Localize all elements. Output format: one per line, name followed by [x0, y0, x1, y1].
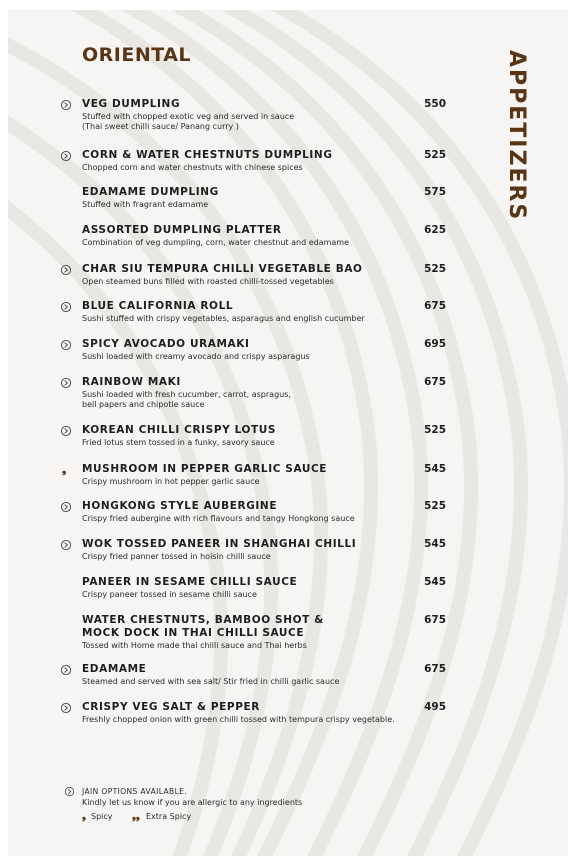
item-description-line1: Sushi loaded with fresh cucumber, carrot, aspragus, — [82, 390, 291, 399]
item-price: 545 — [424, 576, 446, 588]
item-name — [82, 376, 422, 389]
item-description — [82, 677, 422, 687]
item-name — [82, 424, 422, 437]
item-description-line1: Crispy fried aubergine with rich flavours and tangy Hongkong sauce — [82, 514, 355, 523]
spicy-icon: ❟ — [62, 463, 67, 476]
item-description — [82, 112, 422, 132]
menu-list — [8, 10, 568, 856]
item-price: 495 — [424, 701, 446, 713]
jain-icon — [60, 264, 72, 276]
item-description-line2: (Thai sweet chilli sauce/ Panang curry ) — [82, 122, 239, 131]
item-price: 525 — [424, 500, 446, 512]
item-price: 545 — [424, 463, 446, 475]
item-name — [82, 186, 422, 199]
item-price: 675 — [424, 614, 446, 626]
jain-icon — [60, 99, 72, 111]
item-name — [82, 338, 422, 351]
item-name-line1: CHAR SIU TEMPURA CHILLI VEGETABLE BAO — [82, 263, 363, 275]
item-price: 575 — [424, 186, 446, 198]
allergy-note: Kindly let us know if you are allergic to any ingredients — [82, 798, 303, 807]
item-description-line1: Crispy paneer tossed in sesame chilli sauce — [82, 590, 257, 599]
item-description-line1: Open steamed buns filled with roasted chilli-tossed vegetables — [82, 277, 334, 286]
item-price: 675 — [424, 376, 446, 388]
item-name — [82, 98, 422, 111]
item-price: 525 — [424, 263, 446, 275]
item-description — [82, 641, 422, 651]
item-price: 625 — [424, 224, 446, 236]
item-name — [82, 663, 422, 676]
jain-icon — [60, 377, 72, 389]
item-name — [82, 701, 422, 714]
extra-spicy-label: Extra Spicy — [146, 812, 192, 821]
jain-icon — [60, 150, 72, 162]
jain-icon — [60, 664, 72, 676]
item-name — [82, 300, 422, 313]
item-description — [82, 277, 422, 287]
item-description — [82, 163, 422, 173]
item-description-line1: Steamed and served with sea salt/ Stir fried in chilli garlic sauce — [82, 677, 340, 686]
item-name-line1: ASSORTED DUMPLING PLATTER — [82, 224, 282, 236]
item-description-line1: Sushi stuffed with crispy vegetables, asparagus and english cucumber — [82, 314, 365, 323]
jain-icon — [60, 339, 72, 351]
jain-icon — [60, 539, 72, 551]
item-name-line1: VEG DUMPLING — [82, 98, 181, 110]
item-description — [82, 514, 422, 524]
item-name-line1: BLUE CALIFORNIA ROLL — [82, 300, 234, 312]
item-description-line1: Chopped corn and water chestnuts with chinese spices — [82, 163, 303, 172]
item-description-line1: Fried lotus stem tossed in a funky, savory sauce — [82, 438, 275, 447]
item-name-line1: RAINBOW MAKI — [82, 376, 181, 388]
menu-card — [8, 10, 568, 856]
jain-icon — [60, 501, 72, 513]
item-description-line1: Combination of veg dumpling, corn, water chestnut and edamame — [82, 238, 349, 247]
item-name — [82, 500, 422, 513]
item-name — [82, 576, 422, 589]
item-price: 525 — [424, 149, 446, 161]
item-description — [82, 314, 422, 324]
item-name-line1: WOK TOSSED PANEER IN SHANGHAI CHILLI — [82, 538, 357, 550]
item-description — [82, 552, 422, 562]
item-description — [82, 352, 422, 362]
item-description — [82, 390, 422, 410]
section-title: ORIENTAL — [82, 44, 192, 66]
item-name-line1: MUSHROOM IN PEPPER GARLIC SAUCE — [82, 463, 328, 475]
item-price: 525 — [424, 424, 446, 436]
item-description-line1: Tossed with Home made thai chilli sauce and Thai herbs — [82, 641, 307, 650]
item-name-line1: EDAMAME DUMPLING — [82, 186, 219, 198]
item-description-line1: Sushi loaded with creamy avocado and crispy asparagus — [82, 352, 310, 361]
item-description — [82, 238, 422, 248]
spicy-icon: ❟ — [82, 811, 86, 822]
item-description-line1: Crispy fried panner tossed in hoisin chilli sauce — [82, 552, 271, 561]
item-description-line1: Crispy mushroom in hot pepper garlic sauce — [82, 477, 260, 486]
item-name-line2: MOCK DOCK IN THAI CHILLI SAUCE — [82, 627, 305, 639]
item-name — [82, 263, 422, 276]
spicy-label: Spicy — [91, 812, 113, 821]
item-name-line1: KOREAN CHILLI CRISPY LOTUS — [82, 424, 277, 436]
item-description — [82, 590, 422, 600]
item-description-line1: Stuffed with fragrant edamame — [82, 200, 209, 209]
item-name-line1: SPICY AVOCADO URAMAKI — [82, 338, 250, 350]
item-price: 675 — [424, 663, 446, 675]
jain-icon — [60, 702, 72, 714]
item-price: 675 — [424, 300, 446, 312]
item-name-line1: CORN & WATER CHESTNUTS DUMPLING — [82, 149, 333, 161]
item-name-line1: EDAMAME — [82, 663, 147, 675]
item-description — [82, 200, 422, 210]
jain-note: JAIN OPTIONS AVAILABLE. — [82, 787, 188, 796]
item-name-line1: HONGKONG STYLE AUBERGINE — [82, 500, 278, 512]
item-description — [82, 715, 422, 725]
item-price: 695 — [424, 338, 446, 350]
item-description-line1: Stuffed with chopped exotic veg and served in sauce — [82, 112, 295, 121]
item-name — [82, 224, 422, 237]
jain-icon — [60, 301, 72, 313]
item-description — [82, 477, 422, 487]
jain-icon — [64, 786, 75, 797]
item-name — [82, 463, 422, 476]
item-name — [82, 149, 422, 162]
item-description-line1: Freshly chopped onion with green chilli tossed with tempura crispy vegetable. — [82, 715, 395, 724]
item-description-line2: bell papers and chipotle sauce — [82, 400, 205, 409]
item-price: 550 — [424, 98, 446, 110]
category-title-vertical: APPETIZERS — [504, 50, 529, 222]
item-name-line1: PANEER IN SESAME CHILLI SAUCE — [82, 576, 298, 588]
item-description — [82, 438, 422, 448]
item-name-line1: WATER CHESTNUTS, BAMBOO SHOT & — [82, 614, 324, 626]
item-price: 545 — [424, 538, 446, 550]
jain-icon — [60, 425, 72, 437]
item-name — [82, 538, 422, 551]
extra-spicy-icon: ❟❟ — [132, 811, 140, 822]
item-name-line1: CRISPY VEG SALT & PEPPER — [82, 701, 260, 713]
item-name — [82, 614, 422, 640]
